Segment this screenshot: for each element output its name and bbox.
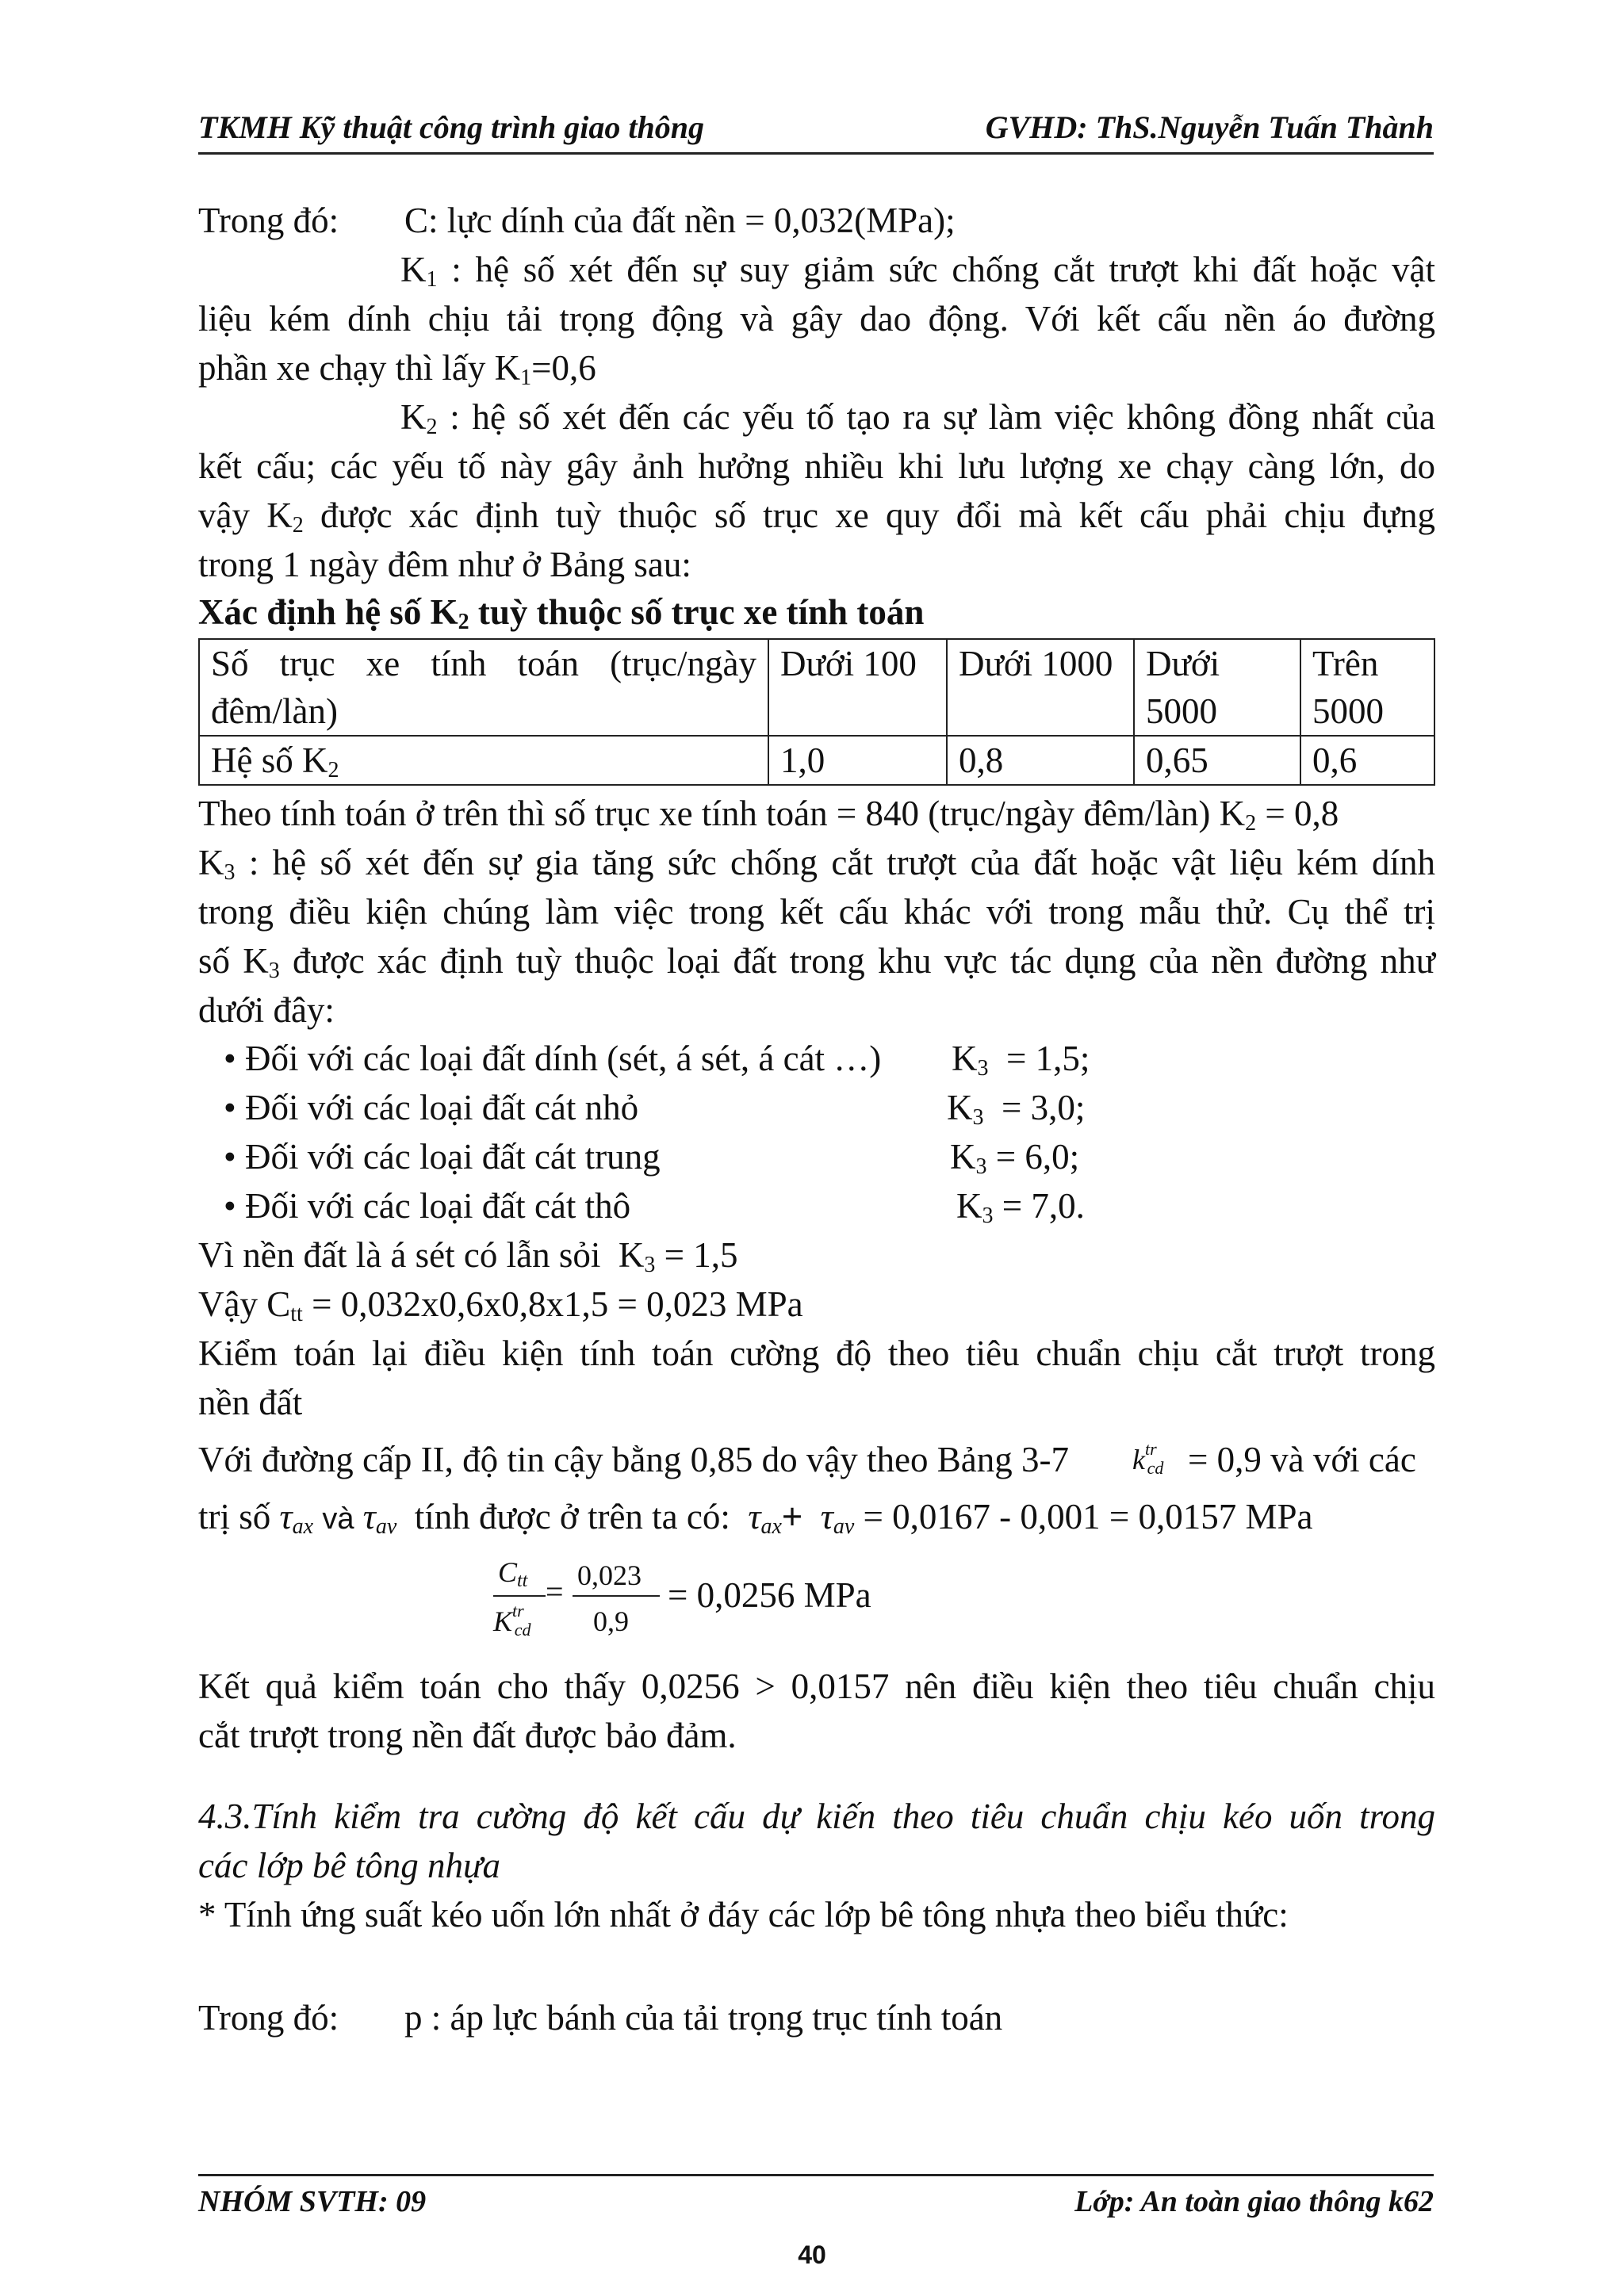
table-header-cell: Dưới 100 xyxy=(768,639,947,736)
table-row xyxy=(199,639,1434,736)
k2-definition-line-4: trong 1 ngày đêm như ở Bảng sau: xyxy=(198,545,691,584)
fraction-ctt-numerator: $C_{tt}$ xyxy=(498,1556,528,1591)
k3-definition-line-3: số $K_3$ được xác định tuỳ thuộc loại đất trong khu vực tác dụng của nền đường như xyxy=(198,941,1436,983)
k3-definition-line-4: dưới đây: xyxy=(198,990,335,1030)
fraction-numerator: 0,023 xyxy=(577,1559,642,1591)
fraction-bar xyxy=(573,1595,660,1597)
k1-definition-line-2: liệu kém dính chịu tải trọng động và gây dao động. Với kết cấu nền áo đường xyxy=(198,299,1435,339)
table-cell: 0,65 xyxy=(1134,736,1300,785)
table-title: Xác định hệ số $K_2$ tuỳ thuộc số trục xe tính toán xyxy=(198,592,925,634)
table-header-cell: Dưới 5000 xyxy=(1134,639,1300,736)
c-label: Trong đó: xyxy=(198,201,339,240)
k1-definition-line-3: phần xe chạy thì lấy $K_1=0,6$ xyxy=(198,348,596,390)
k2-definition-line-1: $K_2$ : hệ số xét đến các yếu tố tạo ra sự làm việc không đồng nhất của xyxy=(400,397,1435,439)
p-label: Trong đó: xyxy=(198,1998,339,2038)
k2-definition-line-2: kết cấu; các yếu tố này gây ảnh hưởng nhiều khi lưu lượng xe chạy càng lớn, do xyxy=(198,446,1435,486)
soil-list-value: $K_3 = 1,5$; xyxy=(952,1039,1090,1081)
soil-list-value: $K_3 = 6,0$; xyxy=(950,1137,1080,1179)
k3-definition-line-2: trong điều kiện chúng làm việc trong kết cấu khác với trong mẫu thử. Cụ thể trị xyxy=(198,892,1435,932)
calc-axle-result: Theo tính toán ở trên thì số trục xe tính toán = 840 (trục/ngày đêm/làn) $K_2 = 0,8$ xyxy=(198,794,1339,836)
bending-stress-statement: * Tính ứng suất kéo uốn lớn nhất ở đáy các lớp bê tông nhựa theo biểu thức: xyxy=(198,1895,1289,1934)
tau-line: trị số $\tau_{ax}$ và $\tau_{av}$ tính được ở trên ta có: $\tau_{ax}+ \tau_{av} = 0,0167 - 0,001 = 0,0157$ MPa xyxy=(198,1496,1313,1539)
soil-list-value: $K_3 = 7,0$. xyxy=(956,1186,1085,1228)
road-grade-value: = 0,9 và với các xyxy=(1188,1440,1416,1479)
table-header-cell: Số trục xe tính toán (trục/ngày đêm/làn) xyxy=(199,639,768,736)
page-footer xyxy=(198,2174,1434,2224)
result-line-2: cắt trượt trong nền đất được bảo đảm. xyxy=(198,1716,737,1755)
section-heading-line-1: 4.3.Tính kiểm tra cường độ kết cấu dự kiến theo tiêu chuẩn chịu kéo uốn trong xyxy=(198,1797,1435,1836)
check-statement-line-1: Kiểm toán lại điều kiện tính toán cường độ theo tiêu chuẩn chịu cắt trượt trong xyxy=(198,1334,1435,1373)
table-header-cell: Dưới 1000 xyxy=(947,639,1134,736)
road-grade-line: Với đường cấp II, độ tin cậy bằng 0,85 do vậy theo Bảng 3-7 xyxy=(198,1440,1069,1479)
p-definition: p : áp lực bánh của tải trọng trục tính toán xyxy=(404,1998,1003,2038)
soil-conclusion: Vì nền đất là á sét có lẫn sỏi $K_3 = 1,5$ xyxy=(198,1235,738,1277)
fraction-kcd-denominator: $K^{tr}_{cd}$ xyxy=(493,1601,531,1640)
footer-class: Lớp: An toàn giao thông k62 xyxy=(1074,2185,1434,2218)
soil-list-value: $K_3 = 3,0$; xyxy=(947,1088,1086,1130)
header-course-title: TKMH Kỹ thuật công trình giao thông xyxy=(198,109,704,145)
c-definition: C: lực dính của đất nền = 0,032(MPa); xyxy=(404,201,956,240)
k1-definition-line-1: $K_1$ : hệ số xét đến sự suy giảm sức chống cắt trượt khi đất hoặc vật xyxy=(400,250,1436,292)
page-header xyxy=(198,105,1434,155)
fraction-result: = 0,0256 MPa xyxy=(668,1575,871,1615)
equals-sign: = xyxy=(546,1574,564,1609)
footer-group: NHÓM SVTH: 09 xyxy=(198,2185,427,2218)
k3-definition-line-1: $K_3$ : hệ số xét đến sự gia tăng sức chống cắt trượt của đất hoặc vật liệu kém dính xyxy=(198,843,1436,885)
table-cell: 1,0 xyxy=(768,736,947,785)
soil-list-item: • Đối với các loại đất cát nhỏ xyxy=(224,1088,639,1127)
table-row-label: Hệ số $K_2$ xyxy=(199,736,768,785)
soil-list-item: • Đối với các loại đất cát thô xyxy=(224,1186,631,1226)
ctt-calculation: Vậy $C_{tt} = 0,032x0,6x0,8x1,5 = 0,023$ MPa xyxy=(198,1284,803,1326)
header-supervisor: GVHD: ThS.Nguyễn Tuấn Thành xyxy=(985,109,1434,145)
k2-coefficient-table xyxy=(198,638,1435,786)
fraction-denominator: 0,9 xyxy=(593,1605,629,1637)
fraction-bar xyxy=(493,1595,546,1597)
table-row xyxy=(199,736,1434,785)
kcd-symbol: $k^{tr}_{cd}$ xyxy=(1132,1439,1164,1478)
table-cell: 0,8 xyxy=(947,736,1134,785)
result-line-1: Kết quả kiểm toán cho thấy 0,0256 > 0,0157 nên điều kiện theo tiêu chuẩn chịu xyxy=(198,1667,1435,1706)
soil-list-item: • Đối với các loại đất dính (sét, á sét, á cát …) xyxy=(224,1039,882,1078)
table-header-cell: Trên 5000 xyxy=(1300,639,1434,736)
table-cell: 0,6 xyxy=(1300,736,1434,785)
page-number: 40 xyxy=(798,2241,826,2269)
soil-list-item: • Đối với các loại đất cát trung xyxy=(224,1137,661,1177)
check-statement-line-2: nền đất xyxy=(198,1383,303,1422)
section-heading-line-2: các lớp bê tông nhựa xyxy=(198,1846,500,1885)
k2-definition-line-3: vậy $K_2$ được xác định tuỳ thuộc số trục xe quy đổi mà kết cấu phải chịu đựng xyxy=(198,496,1435,538)
